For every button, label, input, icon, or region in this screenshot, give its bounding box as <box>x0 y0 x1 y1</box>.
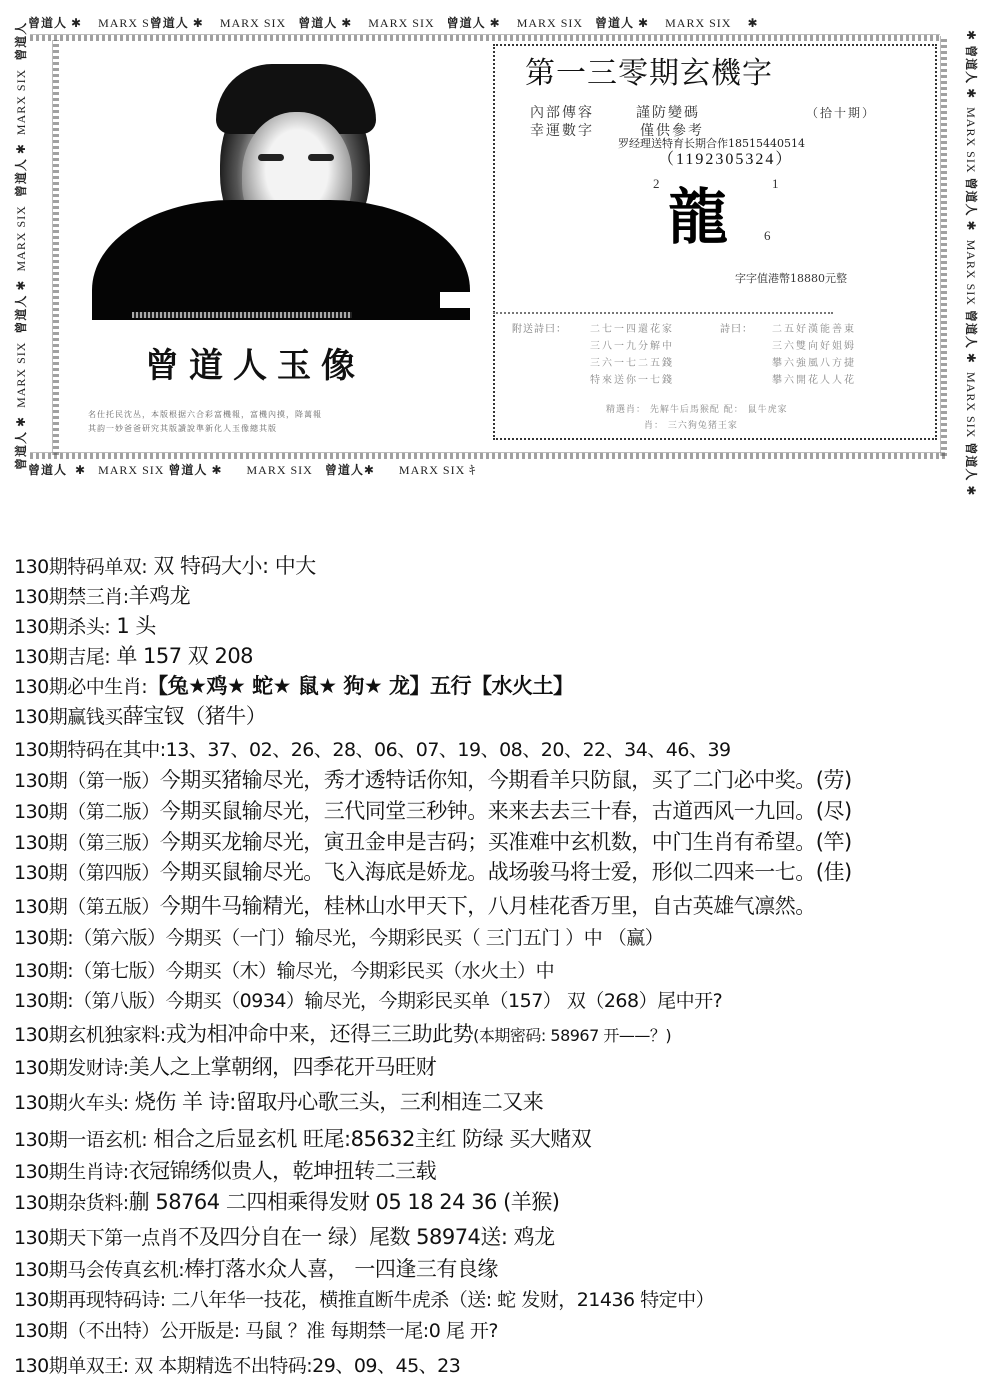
list-item: 130期杂货料:蒯 58764 二四相乘得发财 05 18 24 36 (羊猴) <box>14 1190 560 1214</box>
border-wave-left <box>52 40 59 455</box>
border-wave-bottom <box>30 452 945 459</box>
poem-left-line: 二七一四還花家 <box>590 324 674 335</box>
list-item: 130期特码单双: 双 特码大小: 中大 <box>14 554 316 578</box>
list-item: 130期单双王: 双 本期精选不出特码:29、09、45、23 <box>14 1355 461 1377</box>
poem-left-line: 三六一七二五錢 <box>590 358 674 369</box>
info-line-2-mid: 僅供參考 <box>640 123 704 139</box>
portrait-strip <box>132 312 352 318</box>
portrait-note-line: 其韵一妙爸爸研究其版讀說準新化人玉像總其版 <box>88 424 277 433</box>
portrait-notch <box>440 292 470 308</box>
box-footer-line-1: 精選肖： 先解牛后馬猴配 配： 鼠牛虎家 <box>606 405 788 415</box>
list-item: 130期生肖诗:衣冠锦绣似贵人，乾坤扭转二三载 <box>14 1159 437 1183</box>
poem-right-line: 二五好漢能善東 <box>772 324 856 335</box>
info-line-2-left: 幸運數字 <box>530 123 594 139</box>
poem-right-line: 三六雙向好姐姆 <box>772 341 856 352</box>
list-item: 130期:（第六版）今期买（一门）输尽光，今期彩民买（ 三门五门 ）中 （赢） <box>14 927 664 949</box>
mystery-glyph: 龍 <box>668 183 728 253</box>
portrait-eye-right <box>308 154 334 161</box>
list-item: 130期天下第一点肖不及四分自在一 绿）尾数 58974送: 鸡龙 <box>14 1225 555 1249</box>
info-line-1-mid: 謹防變碼 <box>636 105 700 121</box>
poem-left-line: 三八一九分解中 <box>590 341 674 352</box>
poem-label: 附送詩曰： <box>512 324 567 335</box>
price-line: 字字值港幣18880元整 <box>735 272 847 285</box>
portrait-photo <box>92 42 470 320</box>
border-wave-top <box>30 34 940 41</box>
list-item: 130期马会传真玄机:棒打落水众人喜， 一四逢三有良缘 <box>14 1257 498 1281</box>
list-item: 130期杀头: 1 头 <box>14 614 156 638</box>
list-item: 130期（第三版）今期买龙输尽光，寅丑金申是吉码；买准难中玄机数，中门生肖有希望。(竿) <box>14 830 852 854</box>
glyph-num-bottom-right: 6 <box>764 228 771 243</box>
portrait-eye-left <box>258 154 284 161</box>
portrait-title: 曾道人玉像 <box>145 346 365 386</box>
header-banner <box>0 0 997 497</box>
border-text-bottom: 曾道人 ✱ MARX SIX 曾道人 ✱ MARX SIX 曾道人✱ MARX SIX ｷ <box>28 463 477 477</box>
list-item: 130期（不出特）公开版是: 马鼠 ？准 每期禁一尾:0 尾 开? <box>14 1320 498 1342</box>
list-item: 130期吉尾: 单 157 双 208 <box>14 644 254 668</box>
border-wave-right <box>940 36 947 456</box>
portrait-bust <box>92 200 470 320</box>
glyph-num-top-right: 1 <box>772 176 779 191</box>
list-item: 130期（第一版）今期买猪输尽光，秀才透特话你知，今期看羊只防鼠，买了二门必中奖。(劳) <box>14 768 852 792</box>
list-item: 130期:（第七版）今期买（木）输尽光，今期彩民买（水火土）中 <box>14 960 555 982</box>
contact-line: 罗经理送特育长期合作18515440514 <box>618 137 805 150</box>
phone-number: （1192305324） <box>658 151 794 168</box>
border-text-right: ✱ 曾道人 ✱ MARX SIX 曾道人 ✱ MARX SIX 曾道人 ✱ MARX SIX 曾道人 ✱ <box>964 30 978 497</box>
list-item: 130期火车头: 烧伤 羊 诗:留取丹心歌三头，三利相连二又来 <box>14 1090 544 1114</box>
list-item: 130期:（第八版）今期买（0934）输尽光，今期彩民买单（157） 双（268）尾中开? <box>14 990 723 1012</box>
poem-right-line: 攀六強風八方捷 <box>772 358 856 369</box>
info-line-1-right: （拾十期） <box>806 106 877 120</box>
list-item: 130期（第五版）今期牛马输精光，桂林山水甲天下，八月桂花香万里，自古英雄气凛然。 <box>14 894 816 918</box>
box-divider <box>493 312 833 314</box>
portrait-note-line: 名仕托民沈丛，本版根据六合彩富機報，富機內摸，降萬報 <box>88 410 322 419</box>
list-item: 130期（第四版）今期买鼠输尽光。飞入海底是娇龙。战场骏马将士爱，形似二四来一七。(佳) <box>14 860 852 884</box>
list-item: 130期禁三肖:羊鸡龙 <box>14 584 191 608</box>
list-item: 130期再现特码诗: 二八年华一技花，横推直断牛虎杀（送: 蛇 发财，21436 特定中） <box>14 1289 715 1311</box>
list-item: 130期发财诗:美人之上掌朝纲，四季花开马旺财 <box>14 1055 437 1079</box>
info-line-1-left: 內部傳容 <box>530 105 594 121</box>
glyph-num-top-left: 2 <box>653 176 660 191</box>
poem-label-2: 詩曰： <box>720 324 753 335</box>
list-item: 130期（第二版）今期买鼠输尽光，三代同堂三秒钟。来来去去三十春，古道西风一九回。(尽) <box>14 799 852 823</box>
list-item: 130期赢钱买薛宝钗（猪牛） <box>14 704 267 728</box>
box-footer-line-2: 肖： 三六狗兔猪王家 <box>644 421 738 431</box>
portrait-note <box>88 408 478 436</box>
list-item: 130期玄机独家料:戎为相冲命中来，还得三三助此势(本期密码: 58967 开——？) <box>14 1022 672 1046</box>
list-item: 130期必中生肖:【兔★鸡★ 蛇★ 鼠★ 狗★ 龙】五行【水火土】 <box>14 674 574 698</box>
poem-left-line: 特來送你一七錢 <box>590 375 674 386</box>
poem-right-line: 攀六開花人人花 <box>772 375 856 386</box>
info-title: 第一三零期玄機字 <box>525 56 773 91</box>
list-item: 130期一语玄机: 相合之后显玄机 旺尾:85632主红 防绿 买大赌双 <box>14 1127 592 1151</box>
border-text-left: 曾道人 ✱ MARX SIX 曾道人 ✱ MARX SIX 曾道人 ✱ MARX SIX 曾道人 <box>14 21 28 470</box>
list-item: 130期特码在其中:13、37、02、26、28、06、07、19、08、20、22、34、46、39 <box>14 739 731 761</box>
border-text-top: 曾道人 ✱ MARX S曾道人 ✱ MARX SIX 曾道人 ✱ MARX SIX 曾道人 ✱ MARX SIX 曾道人 ✱ MARX SIX ✱ <box>28 16 759 30</box>
